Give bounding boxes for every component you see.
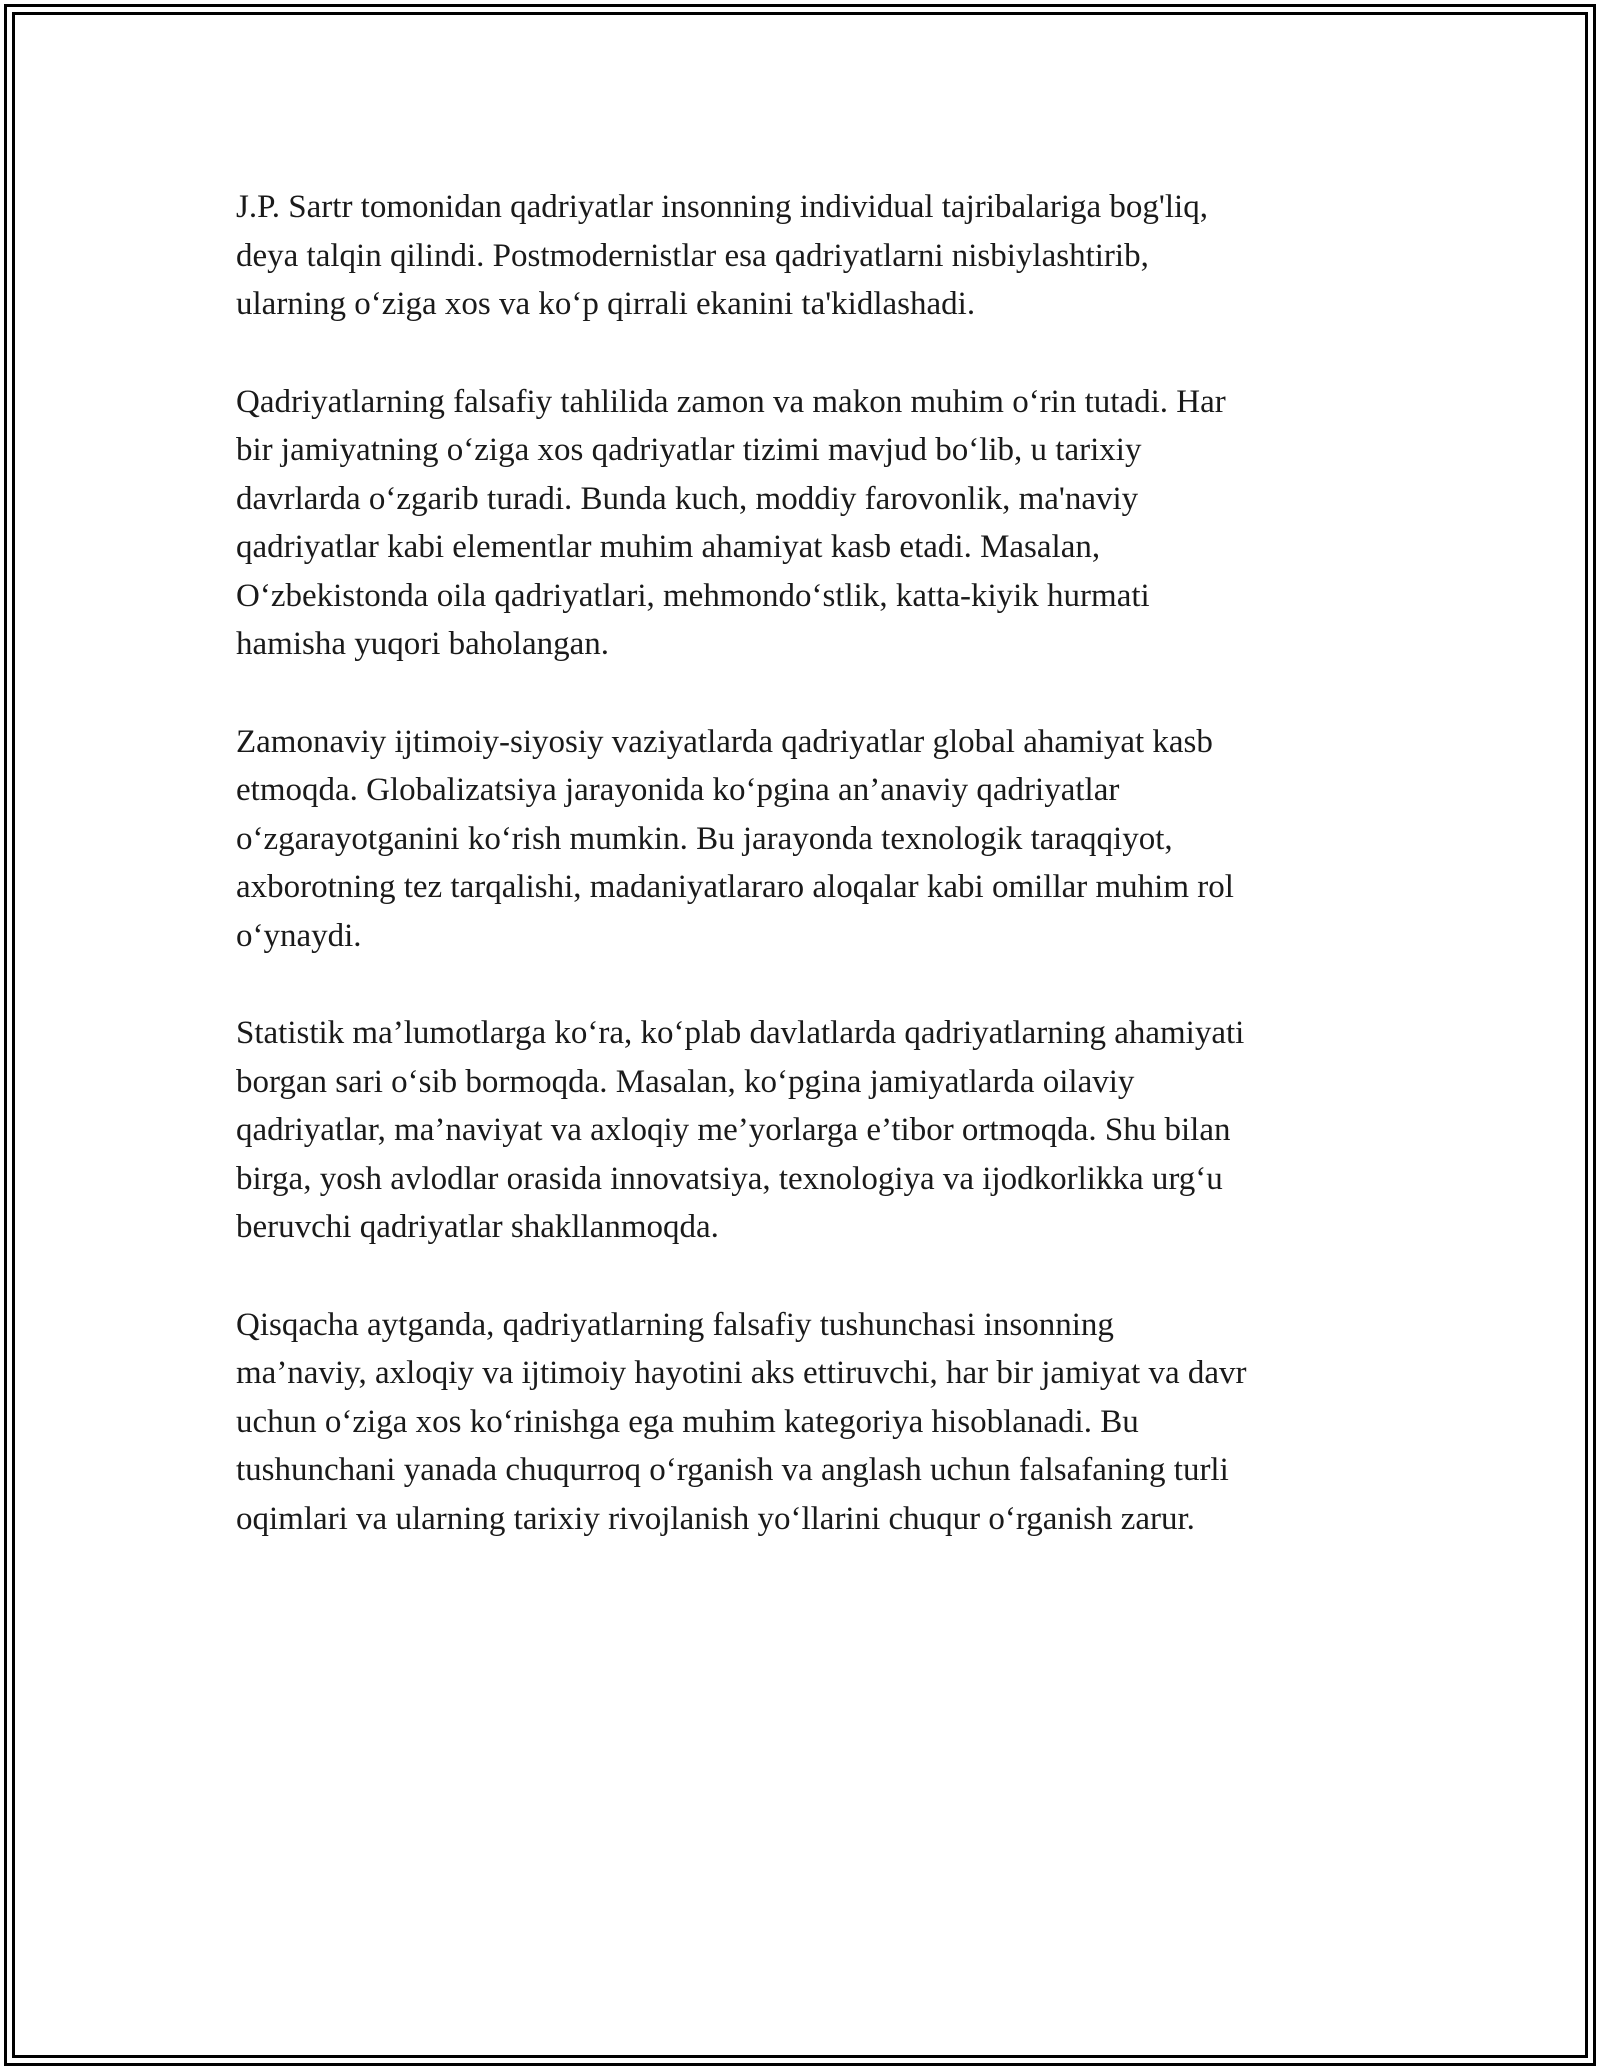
text-line: deya talqin qilindi. Postmodernistlar esa qadriyatlarni nisbiylashtirib, bbox=[236, 237, 1149, 274]
text-line: J.P. Sartr tomonidan qadriyatlar insonning individual tajribalariga bog'liq, bbox=[236, 189, 1208, 225]
text-line: O‘zbekistonda oila qadriyatlari, mehmondo‘stlik, katta-kiyik hurmati bbox=[236, 577, 1150, 614]
text-line: bir jamiyatning o‘ziga xos qadriyatlar tizimi mavjud bo‘lib, u tarixiy bbox=[236, 432, 1142, 468]
text-line: o‘ynaydi. bbox=[236, 917, 362, 954]
paragraph-1 bbox=[236, 183, 1376, 329]
text-line: Qisqacha aytganda, qadriyatlarning falsafiy tushunchasi insonning bbox=[236, 1306, 1114, 1343]
text-line: qadriyatlar, ma’naviyat va axloqiy me’yorlarga e’tibor ortmoqda. Shu bilan bbox=[236, 1112, 1231, 1148]
text-line: Statistik ma’lumotlarga ko‘ra, ko‘plab davlatlarda qadriyatlarning ahamiyati bbox=[236, 1015, 1245, 1051]
paragraph-5 bbox=[236, 1301, 1376, 1544]
text-line: hamisha yuqori baholangan. bbox=[236, 626, 609, 662]
text-line: qadriyatlar kabi elementlar muhim ahamiyat kasb etadi. Masalan, bbox=[236, 529, 1101, 565]
text-line: Qadriyatlarning falsafiy tahlilida zamon va makon muhim o‘rin tutadi. Har bbox=[236, 383, 1226, 420]
text-line: uchun o‘ziga xos ko‘rinishga ega muhim kategoriya hisoblanadi. Bu bbox=[236, 1403, 1139, 1440]
paragraph-2 bbox=[236, 378, 1376, 669]
text-line: ularning o‘ziga xos va ko‘p qirrali ekanini ta'kidlashadi. bbox=[236, 286, 976, 322]
paragraph-3 bbox=[236, 718, 1376, 961]
paragraph-4 bbox=[236, 1009, 1376, 1252]
text-line: ma’naviy, axloqiy va ijtimoiy hayotini aks ettiruvchi, har bir jamiyat va davr bbox=[236, 1355, 1247, 1391]
text-line: birga, yosh avlodlar orasida innovatsiya, texnologiya va ijodkorlikka urg‘u bbox=[236, 1160, 1223, 1197]
text-line: davrlarda o‘zgarib turadi. Bunda kuch, moddiy farovonlik, ma'naviy bbox=[236, 480, 1139, 517]
text-line: etmoqda. Globalizatsiya jarayonida ko‘pgina an’anaviy qadriyatlar bbox=[236, 772, 1120, 808]
text-line: borgan sari o‘sib bormoqda. Masalan, ko‘pgina jamiyatlarda oilaviy bbox=[236, 1063, 1135, 1100]
text-line: axborotning tez tarqalishi, madaniyatlararo aloqalar kabi omillar muhim rol bbox=[236, 869, 1234, 905]
text-line: tushunchani yanada chuqurroq o‘rganish va anglash uchun falsafaning turli bbox=[236, 1452, 1229, 1488]
text-line: Zamonaviy ijtimoiy-siyosiy vaziyatlarda qadriyatlar global ahamiyat kasb bbox=[236, 723, 1213, 760]
text-line: o‘zgarayotganini ko‘rish mumkin. Bu jarayonda texnologik taraqqiyot, bbox=[236, 820, 1173, 857]
text-line: oqimlari va ularning tarixiy rivojlanish yo‘llarini chuqur o‘rganish zarur. bbox=[236, 1500, 1195, 1537]
document-body bbox=[236, 183, 1376, 1592]
text-line: beruvchi qadriyatlar shakllanmoqda. bbox=[236, 1209, 719, 1245]
